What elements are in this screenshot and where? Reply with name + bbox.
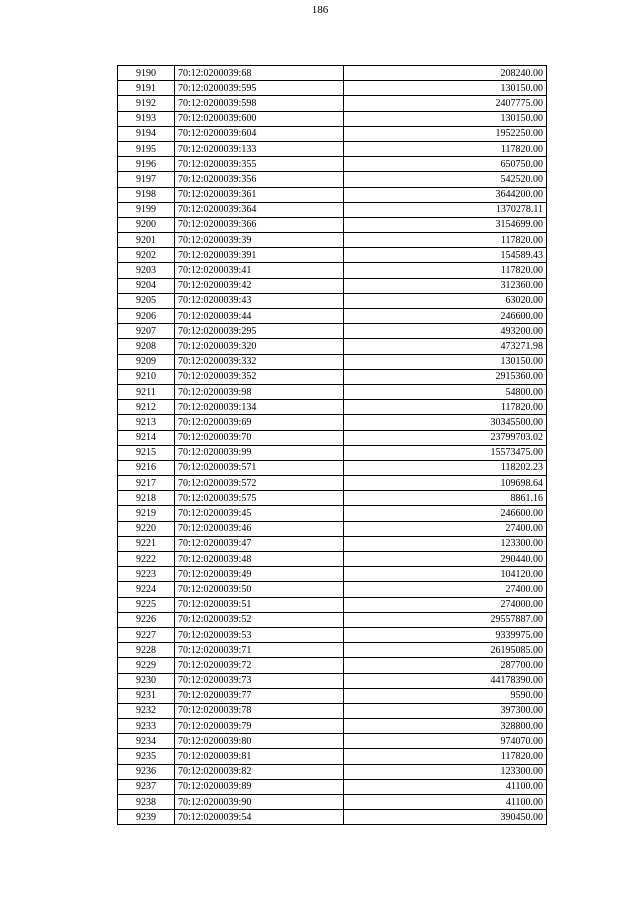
value-cell: 109698.64 (344, 476, 547, 491)
row-number-cell: 9198 (118, 187, 175, 202)
table-row (118, 66, 547, 81)
value-cell: 3644200.00 (344, 187, 547, 202)
row-number-cell: 9231 (118, 688, 175, 703)
cadastral-number-cell: 70:12:0200039:134 (175, 400, 344, 415)
cadastral-number-cell: 70:12:0200039:41 (175, 263, 344, 278)
value-cell: 30345500.00 (344, 415, 547, 430)
table-row (118, 187, 547, 202)
table-row (118, 460, 547, 475)
table-row (118, 597, 547, 612)
table-row (118, 567, 547, 582)
cadastral-number-cell: 70:12:0200039:90 (175, 795, 344, 810)
row-number-cell: 9215 (118, 445, 175, 460)
table-row (118, 354, 547, 369)
value-cell: 130150.00 (344, 81, 547, 96)
cadastral-number-cell: 70:12:0200039:595 (175, 81, 344, 96)
row-number-cell: 9206 (118, 309, 175, 324)
row-number-cell: 9232 (118, 703, 175, 718)
row-number-cell: 9194 (118, 126, 175, 141)
cadastral-value-table (117, 65, 547, 825)
value-cell: 104120.00 (344, 567, 547, 582)
row-number-cell: 9199 (118, 202, 175, 217)
table-row (118, 719, 547, 734)
value-cell: 15573475.00 (344, 445, 547, 460)
cadastral-number-cell: 70:12:0200039:54 (175, 810, 344, 825)
table-row (118, 278, 547, 293)
value-cell: 287700.00 (344, 658, 547, 673)
row-number-cell: 9234 (118, 734, 175, 749)
value-cell: 118202.23 (344, 460, 547, 475)
cadastral-number-cell: 70:12:0200039:78 (175, 703, 344, 718)
row-number-cell: 9210 (118, 369, 175, 384)
value-cell: 473271.98 (344, 339, 547, 354)
row-number-cell: 9201 (118, 233, 175, 248)
value-cell: 328800.00 (344, 719, 547, 734)
cadastral-number-cell: 70:12:0200039:77 (175, 688, 344, 703)
value-cell: 312360.00 (344, 278, 547, 293)
table-row (118, 293, 547, 308)
table-row (118, 536, 547, 551)
cadastral-number-cell: 70:12:0200039:72 (175, 658, 344, 673)
row-number-cell: 9233 (118, 719, 175, 734)
cadastral-number-cell: 70:12:0200039:598 (175, 96, 344, 111)
row-number-cell: 9218 (118, 491, 175, 506)
value-cell: 154589.43 (344, 248, 547, 263)
value-cell: 44178390.00 (344, 673, 547, 688)
value-cell: 542520.00 (344, 172, 547, 187)
value-cell: 290440.00 (344, 552, 547, 567)
cadastral-number-cell: 70:12:0200039:98 (175, 384, 344, 399)
row-number-cell: 9193 (118, 111, 175, 126)
value-cell: 8861.16 (344, 491, 547, 506)
value-cell: 246600.00 (344, 309, 547, 324)
table-row (118, 491, 547, 506)
cadastral-number-cell: 70:12:0200039:391 (175, 248, 344, 263)
value-cell: 9339975.00 (344, 627, 547, 642)
table-row (118, 430, 547, 445)
value-cell: 2915360.00 (344, 369, 547, 384)
row-number-cell: 9197 (118, 172, 175, 187)
row-number-cell: 9190 (118, 66, 175, 81)
row-number-cell: 9214 (118, 430, 175, 445)
value-cell: 208240.00 (344, 66, 547, 81)
table-row (118, 217, 547, 232)
cadastral-number-cell: 70:12:0200039:68 (175, 66, 344, 81)
table-row (118, 552, 547, 567)
table-row (118, 400, 547, 415)
cadastral-number-cell: 70:12:0200039:51 (175, 597, 344, 612)
cadastral-number-cell: 70:12:0200039:361 (175, 187, 344, 202)
value-cell: 397300.00 (344, 703, 547, 718)
row-number-cell: 9203 (118, 263, 175, 278)
table-row (118, 263, 547, 278)
table-row (118, 476, 547, 491)
cadastral-number-cell: 70:12:0200039:295 (175, 324, 344, 339)
cadastral-number-cell: 70:12:0200039:70 (175, 430, 344, 445)
value-cell: 117820.00 (344, 400, 547, 415)
cadastral-number-cell: 70:12:0200039:69 (175, 415, 344, 430)
cadastral-number-cell: 70:12:0200039:600 (175, 111, 344, 126)
row-number-cell: 9208 (118, 339, 175, 354)
table-row (118, 157, 547, 172)
table-row (118, 324, 547, 339)
table-row (118, 248, 547, 263)
row-number-cell: 9228 (118, 643, 175, 658)
table-row (118, 658, 547, 673)
cadastral-number-cell: 70:12:0200039:320 (175, 339, 344, 354)
value-cell: 974070.00 (344, 734, 547, 749)
value-cell: 650750.00 (344, 157, 547, 172)
row-number-cell: 9217 (118, 476, 175, 491)
table-row (118, 795, 547, 810)
row-number-cell: 9202 (118, 248, 175, 263)
cadastral-number-cell: 70:12:0200039:364 (175, 202, 344, 217)
table-row (118, 96, 547, 111)
value-cell: 493200.00 (344, 324, 547, 339)
value-cell: 2407775.00 (344, 96, 547, 111)
cadastral-number-cell: 70:12:0200039:43 (175, 293, 344, 308)
row-number-cell: 9212 (118, 400, 175, 415)
value-cell: 27400.00 (344, 582, 547, 597)
row-number-cell: 9226 (118, 612, 175, 627)
row-number-cell: 9237 (118, 779, 175, 794)
row-number-cell: 9205 (118, 293, 175, 308)
cadastral-number-cell: 70:12:0200039:79 (175, 719, 344, 734)
table-row (118, 779, 547, 794)
row-number-cell: 9224 (118, 582, 175, 597)
value-cell: 26195085.00 (344, 643, 547, 658)
cadastral-number-cell: 70:12:0200039:53 (175, 627, 344, 642)
value-cell: 123300.00 (344, 764, 547, 779)
table-row (118, 172, 547, 187)
cadastral-number-cell: 70:12:0200039:39 (175, 233, 344, 248)
table-row (118, 233, 547, 248)
table-row (118, 673, 547, 688)
cadastral-number-cell: 70:12:0200039:332 (175, 354, 344, 369)
row-number-cell: 9196 (118, 157, 175, 172)
value-cell: 117820.00 (344, 263, 547, 278)
value-cell: 29557887.00 (344, 612, 547, 627)
cadastral-number-cell: 70:12:0200039:45 (175, 506, 344, 521)
row-number-cell: 9229 (118, 658, 175, 673)
table-body (118, 66, 547, 825)
table-row (118, 141, 547, 156)
cadastral-number-cell: 70:12:0200039:46 (175, 521, 344, 536)
cadastral-number-cell: 70:12:0200039:49 (175, 567, 344, 582)
cadastral-number-cell: 70:12:0200039:80 (175, 734, 344, 749)
value-cell: 27400.00 (344, 521, 547, 536)
row-number-cell: 9225 (118, 597, 175, 612)
value-cell: 246600.00 (344, 506, 547, 521)
value-cell: 123300.00 (344, 536, 547, 551)
row-number-cell: 9230 (118, 673, 175, 688)
cadastral-number-cell: 70:12:0200039:71 (175, 643, 344, 658)
cadastral-number-cell: 70:12:0200039:571 (175, 460, 344, 475)
cadastral-number-cell: 70:12:0200039:89 (175, 779, 344, 794)
table-row (118, 202, 547, 217)
row-number-cell: 9195 (118, 141, 175, 156)
table-row (118, 369, 547, 384)
cadastral-number-cell: 70:12:0200039:99 (175, 445, 344, 460)
cadastral-number-cell: 70:12:0200039:366 (175, 217, 344, 232)
row-number-cell: 9200 (118, 217, 175, 232)
table-row (118, 612, 547, 627)
table-row (118, 384, 547, 399)
row-number-cell: 9219 (118, 506, 175, 521)
row-number-cell: 9227 (118, 627, 175, 642)
table-row (118, 582, 547, 597)
table-row (118, 506, 547, 521)
value-cell: 1952250.00 (344, 126, 547, 141)
table-row (118, 764, 547, 779)
row-number-cell: 9222 (118, 552, 175, 567)
value-cell: 117820.00 (344, 749, 547, 764)
cadastral-number-cell: 70:12:0200039:356 (175, 172, 344, 187)
table-row (118, 521, 547, 536)
table-row (118, 688, 547, 703)
value-cell: 117820.00 (344, 233, 547, 248)
value-cell: 41100.00 (344, 779, 547, 794)
cadastral-number-cell: 70:12:0200039:44 (175, 309, 344, 324)
row-number-cell: 9223 (118, 567, 175, 582)
cadastral-number-cell: 70:12:0200039:52 (175, 612, 344, 627)
table-row (118, 627, 547, 642)
table-row (118, 810, 547, 825)
row-number-cell: 9235 (118, 749, 175, 764)
cadastral-number-cell: 70:12:0200039:48 (175, 552, 344, 567)
table-row (118, 749, 547, 764)
table-row (118, 309, 547, 324)
row-number-cell: 9191 (118, 81, 175, 96)
value-cell: 1370278.11 (344, 202, 547, 217)
value-cell: 3154699.00 (344, 217, 547, 232)
table-row (118, 643, 547, 658)
row-number-cell: 9239 (118, 810, 175, 825)
cadastral-number-cell: 70:12:0200039:572 (175, 476, 344, 491)
table-row (118, 339, 547, 354)
table-row (118, 734, 547, 749)
cadastral-number-cell: 70:12:0200039:47 (175, 536, 344, 551)
table-row (118, 445, 547, 460)
value-cell: 130150.00 (344, 111, 547, 126)
row-number-cell: 9220 (118, 521, 175, 536)
cadastral-number-cell: 70:12:0200039:82 (175, 764, 344, 779)
cadastral-number-cell: 70:12:0200039:355 (175, 157, 344, 172)
row-number-cell: 9236 (118, 764, 175, 779)
row-number-cell: 9209 (118, 354, 175, 369)
cadastral-number-cell: 70:12:0200039:575 (175, 491, 344, 506)
table-row (118, 111, 547, 126)
row-number-cell: 9204 (118, 278, 175, 293)
value-cell: 63020.00 (344, 293, 547, 308)
cadastral-number-cell: 70:12:0200039:604 (175, 126, 344, 141)
value-cell: 23799703.02 (344, 430, 547, 445)
row-number-cell: 9238 (118, 795, 175, 810)
cadastral-number-cell: 70:12:0200039:352 (175, 369, 344, 384)
cadastral-number-cell: 70:12:0200039:81 (175, 749, 344, 764)
table-row (118, 415, 547, 430)
value-cell: 130150.00 (344, 354, 547, 369)
cadastral-number-cell: 70:12:0200039:133 (175, 141, 344, 156)
value-cell: 117820.00 (344, 141, 547, 156)
table-row (118, 126, 547, 141)
cadastral-number-cell: 70:12:0200039:73 (175, 673, 344, 688)
row-number-cell: 9207 (118, 324, 175, 339)
cadastral-number-cell: 70:12:0200039:42 (175, 278, 344, 293)
row-number-cell: 9221 (118, 536, 175, 551)
value-cell: 9590.00 (344, 688, 547, 703)
value-cell: 274000.00 (344, 597, 547, 612)
row-number-cell: 9211 (118, 384, 175, 399)
row-number-cell: 9192 (118, 96, 175, 111)
value-cell: 54800.00 (344, 384, 547, 399)
cadastral-number-cell: 70:12:0200039:50 (175, 582, 344, 597)
page-number: 186 (311, 4, 329, 16)
row-number-cell: 9216 (118, 460, 175, 475)
row-number-cell: 9213 (118, 415, 175, 430)
table-row (118, 703, 547, 718)
value-cell: 390450.00 (344, 810, 547, 825)
value-cell: 41100.00 (344, 795, 547, 810)
table-row (118, 81, 547, 96)
